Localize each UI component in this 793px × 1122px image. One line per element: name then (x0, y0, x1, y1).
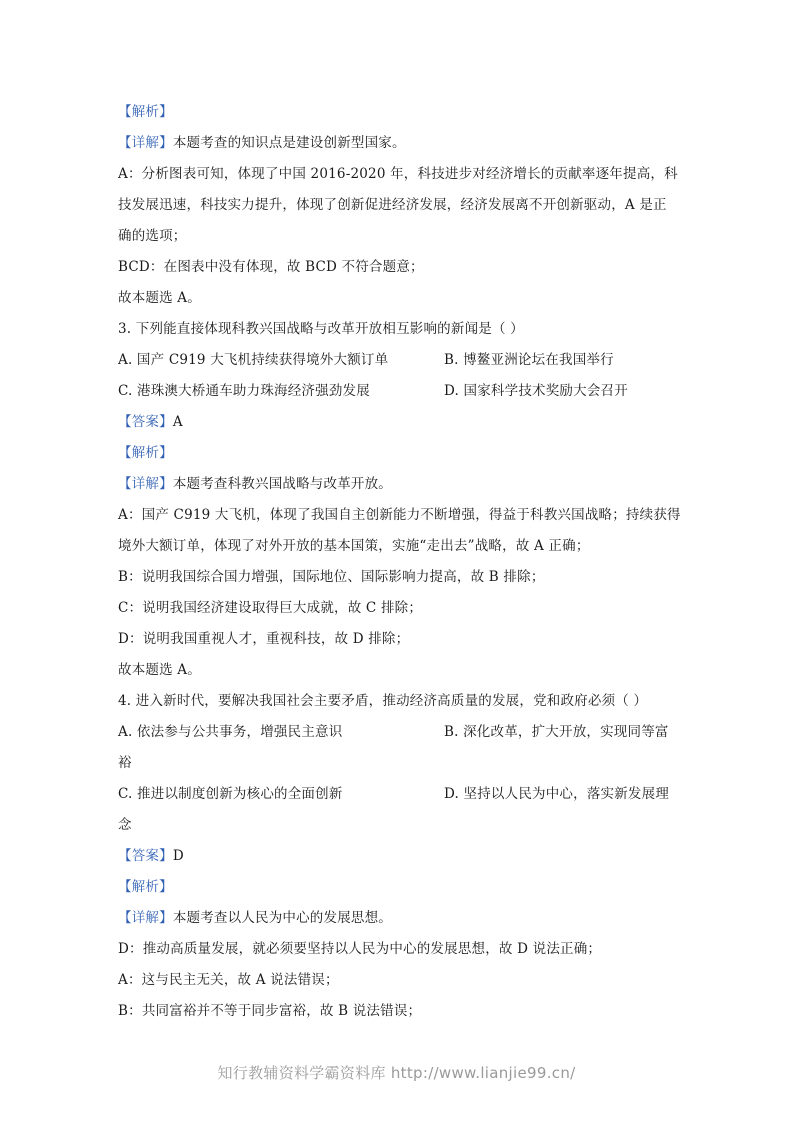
q4-option-b-wrap: 裕 (118, 755, 132, 771)
explanation-line: A：分析图表可知，体现了中国 2016-2020 年，科技进步对经济增长的贡献率逐年提高，科 (118, 166, 678, 182)
explanation-line: A：这与民主无关，故 A 说法错误； (118, 972, 339, 988)
detail-line (118, 133, 406, 153)
answer-line (118, 412, 183, 432)
q4-option-d: D. 坚持以人民为中心，落实新发展理 (444, 786, 670, 802)
explanation-line: D：说明我国重视人才，重视科技，故 D 排除； (118, 631, 410, 647)
explanation-line: 确的选项； (118, 228, 187, 244)
q4-option-c: C. 推进以制度创新为核心的全面创新 (118, 786, 343, 802)
conclusion-line: 故本题选 A。 (118, 662, 201, 678)
detail-tag: 【详解】 (118, 135, 173, 151)
answer-tag: 【答案】 (118, 848, 173, 864)
analysis-heading: 【解析】 (118, 445, 173, 461)
q3-option-b: B. 博鳌亚洲论坛在我国举行 (444, 352, 614, 368)
explanation-line: A：国产 C919 大飞机，体现了我国自主创新能力不断增强，得益于科教兴国战略；持续获得 (118, 507, 681, 523)
explanation-line: 技发展迅速，科技实力提升，体现了创新促进经济发展，经济发展离不开创新驱动，A 是正 (118, 197, 667, 213)
q4-option-b: B. 深化改革，扩大开放，实现同等富 (444, 724, 669, 740)
conclusion-line: 故本题选 A。 (118, 290, 201, 306)
q4-option-a: A. 依法参与公共事务，增强民主意识 (118, 724, 343, 740)
detail-text: 本题考查的知识点是建设创新型国家。 (172, 135, 406, 151)
explanation-line: C：说明我国经济建设取得巨大成就，故 C 排除； (118, 600, 423, 616)
explanation-line: 境外大额订单，体现了对外开放的基本国策，实施“走出去”战略，故 A 正确； (118, 538, 590, 554)
q3-option-a: A. 国产 C919 大飞机持续获得境外大额订单 (118, 352, 389, 368)
detail-text: 本题考查科教兴国战略与改革开放。 (172, 476, 393, 492)
q3-option-d: D. 国家科学技术奖励大会召开 (444, 383, 628, 399)
question-3: 3. 下列能直接体现科教兴国战略与改革开放相互影响的新闻是（ ） (118, 321, 524, 337)
explanation-line: B：说明我国综合国力增强，国际地位、国际影响力提高，故 B 排除； (118, 569, 545, 585)
answer-line (118, 846, 184, 866)
footer-watermark: 知行教辅资料学霸资料库 http://www.lianjie99.cn/ (217, 1064, 576, 1082)
detail-tag: 【详解】 (118, 910, 173, 926)
explanation-line: B：共同富裕并不等于同步富裕，故 B 说法错误； (118, 1003, 422, 1019)
detail-line (118, 474, 392, 494)
answer-tag: 【答案】 (118, 414, 173, 430)
explanation-line: BCD：在图表中没有体现，故 BCD 不符合题意； (118, 259, 424, 275)
detail-text: 本题考查以人民为中心的发展思想。 (172, 910, 393, 926)
analysis-heading: 【解析】 (118, 879, 173, 895)
q4-option-d-wrap: 念 (118, 817, 132, 833)
answer-value: A (172, 414, 183, 430)
detail-line (118, 908, 392, 928)
detail-tag: 【详解】 (118, 476, 173, 492)
answer-value: D (172, 848, 184, 864)
explanation-line: D：推动高质量发展，就必须要坚持以人民为中心的发展思想，故 D 说法正确； (118, 941, 602, 957)
analysis-heading: 【解析】 (118, 104, 173, 120)
question-4: 4. 进入新时代，要解决我国社会主要矛盾，推动经济高质量的发展，党和政府必须（ ） (118, 693, 648, 709)
q3-option-c: C. 港珠澳大桥通车助力珠海经济强劲发展 (118, 383, 370, 399)
